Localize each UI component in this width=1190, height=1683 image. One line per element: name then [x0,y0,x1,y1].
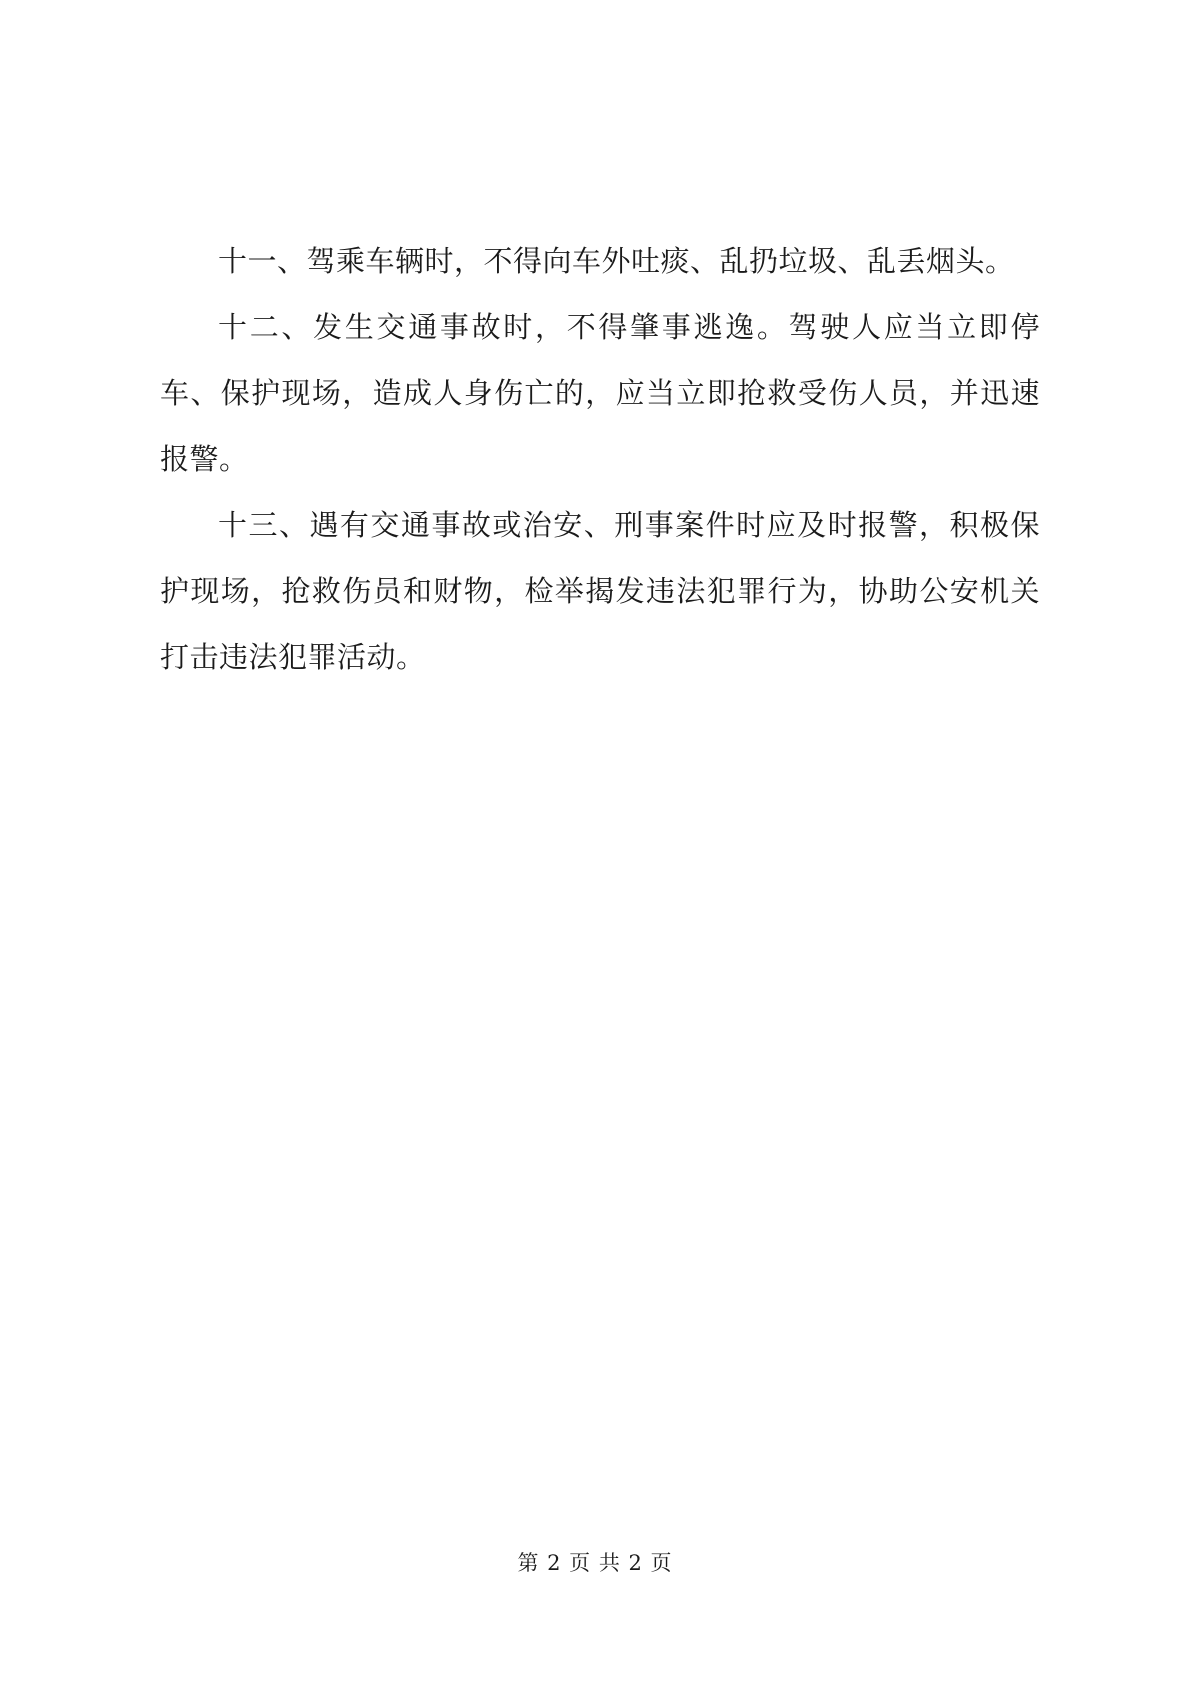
page-number-footer: 第 2 页 共 2 页 [517,1551,673,1575]
paragraph-12: 十二、发生交通事故时，不得肇事逃逸。驾驶人应当立即停车、保护现场，造成人身伤亡的，应当立即抢救受伤人员，并迅速报警。 [160,310,1040,476]
document-body [160,228,1040,690]
paragraph-13: 十三、遇有交通事故或治安、刑事案件时应及时报警，积极保护现场，抢救伤员和财物，检举揭发违法犯罪行为，协助公安机关打击违法犯罪活动。 [160,508,1040,674]
paragraph-11: 十一、驾乘车辆时，不得向车外吐痰、乱扔垃圾、乱丢烟头。 [218,244,1015,278]
